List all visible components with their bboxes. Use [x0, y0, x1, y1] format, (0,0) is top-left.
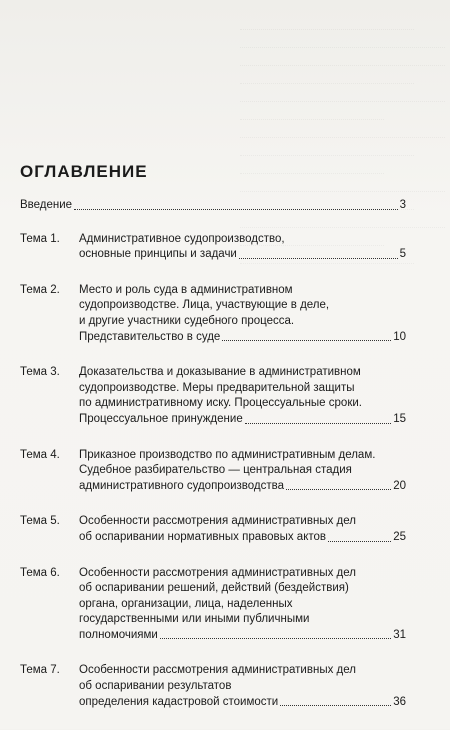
toc-entry-number: Тема 5. — [20, 515, 60, 528]
toc-page-number: 36 — [393, 695, 406, 708]
toc-entry-number: Тема 1. — [20, 232, 60, 245]
toc-entry[interactable] — [20, 198, 406, 214]
toc-entry-line: Представительство в суде — [79, 330, 221, 343]
toc-page-number: 3 — [399, 199, 406, 211]
toc-title: ОГЛАВЛЕНИЕ — [20, 162, 148, 181]
toc-entry-line: органа, организации, лица, наделенных — [79, 597, 293, 610]
toc-entry-line: Судебное разбирательство — центральная стадия — [79, 464, 352, 477]
toc-entry-line: Доказательства и доказывание в административном — [79, 366, 361, 379]
toc-entry-line: Особенности рассмотрения административных дел — [79, 566, 356, 579]
toc-entry[interactable] — [20, 448, 406, 495]
toc-entry-line: полномочиями — [79, 628, 158, 641]
dot-leader — [286, 489, 391, 490]
toc-entry-line: административного судопроизводства — [79, 479, 285, 492]
toc-entry-line: об оспаривании решений, действий (бездействия) — [79, 582, 349, 595]
toc-page-number: 5 — [399, 248, 406, 261]
toc-page-number: 25 — [393, 530, 406, 543]
dot-leader — [280, 705, 391, 706]
toc-entry-line: Особенности рассмотрения административных дел — [79, 515, 356, 528]
toc-entry-text — [79, 283, 406, 345]
toc-entry-number: Тема 4. — [20, 448, 60, 461]
dot-leader — [74, 209, 398, 210]
dot-leader — [245, 423, 391, 424]
toc-entry-number: Тема 7. — [20, 664, 60, 677]
toc-entry-final-line — [79, 330, 406, 346]
toc-entry-text — [79, 365, 406, 427]
dot-leader — [160, 638, 391, 639]
toc-entry-line: государственными или иными публичными — [79, 613, 310, 626]
toc-entry-line: судопроизводстве. Лица, участвующие в деле, — [79, 299, 330, 312]
toc-entry-text — [79, 232, 406, 263]
toc-entry-text — [20, 198, 406, 214]
toc-entry-line: Введение — [20, 199, 73, 211]
toc-entry[interactable] — [20, 365, 406, 427]
toc-page-number: 10 — [393, 330, 406, 343]
dot-leader — [239, 258, 398, 259]
toc-entry-final-line — [79, 628, 406, 644]
toc-entry[interactable] — [20, 232, 406, 263]
table-of-contents — [20, 198, 406, 730]
toc-entry-line: по административному иску. Процессуальные сроки. — [79, 397, 362, 410]
toc-entry-number: Тема 3. — [20, 366, 60, 379]
toc-entry-line: судопроизводстве. Меры предварительной защиты — [79, 381, 355, 394]
toc-entry-final-line — [20, 198, 406, 214]
toc-entry-line: Место и роль суда в административном — [79, 283, 293, 296]
toc-entry[interactable] — [20, 566, 406, 644]
toc-entry-line: об оспаривании результатов — [79, 680, 232, 693]
toc-entry-line: основные принципы и задачи — [79, 248, 237, 261]
toc-entry-text — [79, 514, 406, 545]
dot-leader — [222, 340, 391, 341]
toc-entry[interactable] — [20, 663, 406, 710]
toc-entry-line: Процессуальное принуждение — [79, 412, 243, 425]
toc-entry[interactable] — [20, 514, 406, 545]
toc-entry-text — [79, 566, 406, 644]
dot-leader — [328, 541, 391, 542]
toc-entry-final-line — [79, 695, 406, 711]
toc-entry-line: Административное судопроизводство, — [79, 232, 285, 245]
toc-entry-text — [79, 663, 406, 710]
toc-page-number: 20 — [393, 479, 406, 492]
toc-entry-final-line — [79, 479, 406, 495]
toc-entry-line: и другие участники судебного процесса. — [79, 314, 295, 327]
toc-entry-line: об оспаривании нормативных правовых актов — [79, 530, 327, 543]
toc-entry-text — [79, 448, 406, 495]
toc-entry-line: Приказное производство по административным делам. — [79, 448, 376, 461]
toc-page-number: 31 — [393, 628, 406, 641]
toc-entry[interactable] — [20, 283, 406, 345]
toc-entry-number: Тема 2. — [20, 283, 60, 296]
toc-page-number: 15 — [393, 412, 406, 425]
toc-entry-line: Особенности рассмотрения административных дел — [79, 664, 356, 677]
toc-entry-final-line — [79, 412, 406, 428]
toc-entry-line: определения кадастровой стоимости — [79, 695, 279, 708]
toc-entry-final-line — [79, 247, 406, 263]
toc-entry-number: Тема 6. — [20, 566, 60, 579]
toc-entry-final-line — [79, 530, 406, 546]
